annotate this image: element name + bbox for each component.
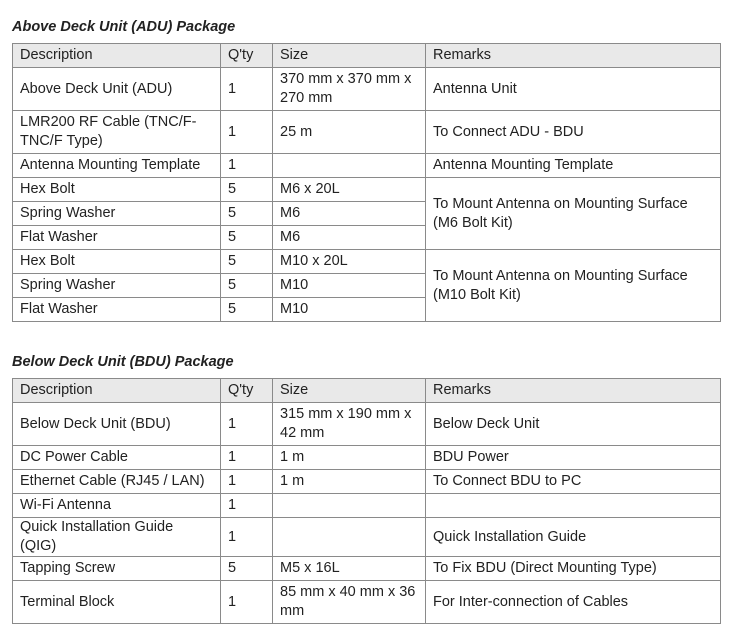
- cell-size: 85 mm x 40 mm x 36 mm: [273, 581, 426, 624]
- cell-qty: 1: [221, 446, 273, 470]
- cell-size: M10: [273, 298, 426, 322]
- cell-description: DC Power Cable: [13, 446, 221, 470]
- cell-remarks: To Fix BDU (Direct Mounting Type): [426, 557, 721, 581]
- cell-description: LMR200 RF Cable (TNC/F-TNC/F Type): [13, 111, 221, 154]
- cell-size: 1 m: [273, 470, 426, 494]
- cell-description: Spring Washer: [13, 274, 221, 298]
- cell-description: Below Deck Unit (BDU): [13, 403, 221, 446]
- cell-description: Terminal Block: [13, 581, 221, 624]
- cell-description: Hex Bolt: [13, 178, 221, 202]
- cell-qty: 5: [221, 557, 273, 581]
- cell-qty: 5: [221, 274, 273, 298]
- cell-remarks: To Mount Antenna on Mounting Surface (M10 Bolt Kit): [426, 250, 721, 322]
- table-row: [13, 446, 721, 470]
- cell-size: M6 x 20L: [273, 178, 426, 202]
- table-row: [13, 557, 721, 581]
- table-row: [13, 250, 721, 274]
- table-row: [13, 518, 721, 557]
- cell-size: 315 mm x 190 mm x 42 mm: [273, 403, 426, 446]
- header-remarks: Remarks: [426, 379, 721, 403]
- cell-description: Antenna Mounting Template: [13, 154, 221, 178]
- cell-qty: 1: [221, 403, 273, 446]
- cell-description: Quick Installation Guide (QIG): [13, 518, 221, 557]
- cell-remarks: To Mount Antenna on Mounting Surface (M6 Bolt Kit): [426, 178, 721, 250]
- cell-description: Flat Washer: [13, 298, 221, 322]
- cell-qty: 1: [221, 470, 273, 494]
- cell-size: 1 m: [273, 446, 426, 470]
- header-qty: Q'ty: [221, 44, 273, 68]
- cell-qty: 5: [221, 178, 273, 202]
- cell-size: [273, 518, 426, 557]
- cell-size: [273, 494, 426, 518]
- table-row: [13, 581, 721, 624]
- cell-size: M10 x 20L: [273, 250, 426, 274]
- header-size: Size: [273, 44, 426, 68]
- header-size: Size: [273, 379, 426, 403]
- cell-qty: 5: [221, 250, 273, 274]
- cell-qty: 1: [221, 494, 273, 518]
- table-row: [13, 403, 721, 446]
- cell-qty: 5: [221, 202, 273, 226]
- cell-remarks: Antenna Mounting Template: [426, 154, 721, 178]
- cell-size: 370 mm x 370 mm x 270 mm: [273, 68, 426, 111]
- cell-size: M6: [273, 202, 426, 226]
- cell-remarks: Quick Installation Guide: [426, 518, 721, 557]
- bdu-package-title: Below Deck Unit (BDU) Package: [12, 354, 234, 370]
- cell-remarks: For Inter-connection of Cables: [426, 581, 721, 624]
- cell-description: Ethernet Cable (RJ45 / LAN): [13, 470, 221, 494]
- table-row: [13, 178, 721, 202]
- cell-qty: 1: [221, 111, 273, 154]
- cell-description: Flat Washer: [13, 226, 221, 250]
- cell-qty: 1: [221, 581, 273, 624]
- cell-remarks: [426, 494, 721, 518]
- adu-package-table: [12, 43, 721, 322]
- adu-package-title: Above Deck Unit (ADU) Package: [12, 19, 236, 35]
- cell-description: Spring Washer: [13, 202, 221, 226]
- cell-qty: 1: [221, 518, 273, 557]
- cell-remarks: To Connect ADU - BDU: [426, 111, 721, 154]
- cell-remarks: Antenna Unit: [426, 68, 721, 111]
- table-row: [13, 470, 721, 494]
- table-header-row: [13, 379, 721, 403]
- cell-description: Above Deck Unit (ADU): [13, 68, 221, 111]
- header-remarks: Remarks: [426, 44, 721, 68]
- header-description: Description: [13, 44, 221, 68]
- table-row: [13, 111, 721, 154]
- cell-description: Tapping Screw: [13, 557, 221, 581]
- table-row: [13, 154, 721, 178]
- cell-size: M6: [273, 226, 426, 250]
- cell-size: [273, 154, 426, 178]
- cell-description: Wi-Fi Antenna: [13, 494, 221, 518]
- cell-qty: 5: [221, 226, 273, 250]
- cell-remarks: BDU Power: [426, 446, 721, 470]
- cell-qty: 1: [221, 154, 273, 178]
- bdu-package-table: [12, 378, 721, 624]
- cell-remarks: To Connect BDU to PC: [426, 470, 721, 494]
- header-qty: Q'ty: [221, 379, 273, 403]
- cell-remarks: Below Deck Unit: [426, 403, 721, 446]
- table-row: [13, 494, 721, 518]
- cell-size: M5 x 16L: [273, 557, 426, 581]
- cell-qty: 1: [221, 68, 273, 111]
- table-row: [13, 68, 721, 111]
- table-header-row: [13, 44, 721, 68]
- cell-description: Hex Bolt: [13, 250, 221, 274]
- cell-size: M10: [273, 274, 426, 298]
- cell-size: 25 m: [273, 111, 426, 154]
- cell-qty: 5: [221, 298, 273, 322]
- header-description: Description: [13, 379, 221, 403]
